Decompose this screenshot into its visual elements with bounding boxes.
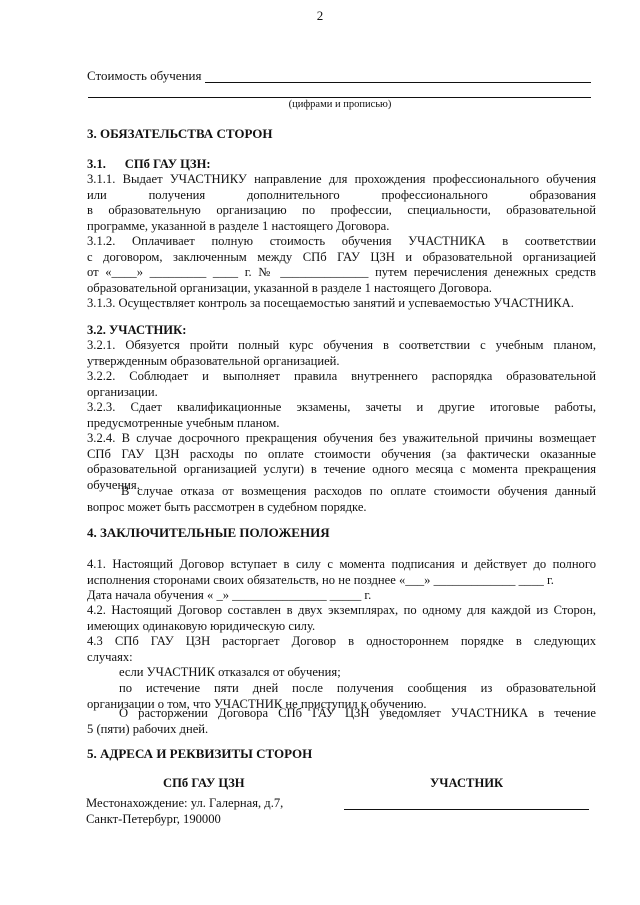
clause-3-2-1 (87, 338, 596, 369)
case-2-line: организации о том, что УЧАСТНИК не приступил к обучению. (87, 696, 427, 711)
clause-3-2-3 (87, 400, 596, 431)
refusal-line: В случае отказа от возмещения расходов по оплате стоимости обучения данный (121, 484, 596, 498)
case-1: если УЧАСТНИК отказался от обучения; (119, 665, 341, 679)
clause-3-1-1-line: 3.1.1. Выдает УЧАСТНИКУ направление для прохождения профессионального обучения (87, 172, 596, 186)
participant-signature-line (344, 809, 589, 810)
cost-label: Стоимость обучения (87, 68, 202, 83)
address-line: Местонахождение: ул. Галерная, д.7, (86, 796, 284, 810)
clause-4-1 (87, 557, 596, 604)
clause-3-2-4-line: СПб ГАУ ЦЗН расходы по оплате стоимости обучения (за фактически оказанные (87, 446, 596, 461)
address-block (86, 796, 346, 827)
clause-3-2-1-line: 3.2.1. Обязуется пройти полный курс обучения в соответствии с учебным планом, (87, 338, 596, 352)
clause-4-2 (87, 603, 596, 634)
termination-notice (87, 706, 596, 737)
clause-3-1-1 (87, 172, 596, 234)
party-left-title: СПб ГАУ ЦЗН (163, 776, 245, 790)
clause-3-1-2-line: от «____» _________ ____ г. № ______________ путем перечисления денежных средств (87, 265, 596, 280)
clause-3-1-2-line: образовательной организации, указанной в разделе 1 настоящего Договора. (87, 280, 492, 295)
case-2-line: по истечение пяти дней после получения сообщения из образовательной (119, 681, 596, 695)
clause-4-2-line: 4.2. Настоящий Договор составлен в двух экземплярах, по одному для каждой из Сторон, (87, 603, 596, 617)
clause-3-2-3-line: предусмотренные учебным планом. (87, 415, 280, 430)
clause-3-2-2-line: организации. (87, 384, 158, 399)
clause-3-2-4-line: 3.2.4. В случае досрочного прекращения обучения без уважительной причины возмещает (87, 431, 596, 445)
clause-3-1-3: 3.1.3. Осуществляет контроль за посещаемостью занятий и успеваемостью УЧАСТНИКА. (87, 296, 574, 310)
clause-4-1-line: 4.1. Настоящий Договор вступает в силу с момента подписания и действует до полного (87, 557, 596, 571)
section4-heading: 4. ЗАКЛЮЧИТЕЛЬНЫЕ ПОЛОЖЕНИЯ (87, 525, 330, 540)
clause-3-2-3-line: 3.2.3. Сдает квалификационные экзамены, зачеты и другие итоговые работы, (87, 400, 596, 414)
section3-2-heading: 3.2. УЧАСТНИК: (87, 323, 187, 337)
clause-3-2-4-line: обучения. (87, 477, 140, 492)
start-date-line: Дата начала обучения « _» _______________ _____ г. (87, 588, 372, 603)
section5-heading: 5. АДРЕСА И РЕКВИЗИТЫ СТОРОН (87, 746, 313, 761)
clause-4-1-line: исполнения сторонами своих обязательств, но не позднее «___» _____________ ____ г. (87, 572, 554, 587)
clause-3-1-1-line: или получения дополнительного профессионального образования (87, 187, 596, 202)
clause-4-3-line: 4.3 СПб ГАУ ЦЗН расторгает Договор в одностороннем порядке в следующих (87, 634, 596, 648)
clause-4-3 (87, 634, 596, 665)
section3-heading: 3. ОБЯЗАТЕЛЬСТВА СТОРОН (87, 126, 273, 141)
clause-3-1-2-line: с договором, заключенным между СПб ГАУ ЦЗН и образовательной организацией (87, 249, 596, 264)
clause-3-1-2 (87, 234, 596, 296)
cost-line-1 (205, 82, 591, 83)
refusal-paragraph (87, 484, 596, 515)
clause-3-1-1-line: в образовательную организацию по профессии, специальности, образовательной (87, 203, 596, 218)
page-number: 2 (316, 8, 324, 23)
termination-notice-line: О расторжении Договора СПб ГАУ ЦЗН уведомляет УЧАСТНИКА в течение (119, 706, 596, 720)
clause-3-1-1-line: программе, указанной в разделе 1 настоящего Договора. (87, 218, 390, 233)
clause-3-2-4-line: образовательной организацией услуги) в течение одного месяца с момента прекращения (87, 462, 596, 477)
refusal-line: вопрос может быть рассмотрен в судебном порядке. (87, 499, 367, 514)
cost-hint: (цифрами и прописью) (288, 99, 392, 110)
clause-3-1-2-line: 3.1.2. Оплачивает полную стоимость обучения УЧАСТНИКА в соответствии (87, 234, 596, 248)
address-line: Санкт-Петербург, 190000 (86, 811, 221, 826)
party-right-title: УЧАСТНИК (430, 776, 504, 790)
clause-4-2-line: имеющих одинаковую юридическую силу. (87, 618, 316, 633)
cost-line-2 (88, 97, 591, 98)
termination-notice-line: 5 (пяти) рабочих дней. (87, 721, 209, 736)
clause-3-2-2-line: 3.2.2. Соблюдает и выполняет правила внутреннего распорядка образовательной (87, 369, 596, 383)
clause-4-3-line: случаях: (87, 649, 133, 664)
clause-3-2-2 (87, 369, 596, 400)
section3-1-heading: 3.1. СПб ГАУ ЦЗН: (87, 157, 211, 171)
clause-3-2-1-line: утвержденным образовательной организацией. (87, 353, 340, 368)
